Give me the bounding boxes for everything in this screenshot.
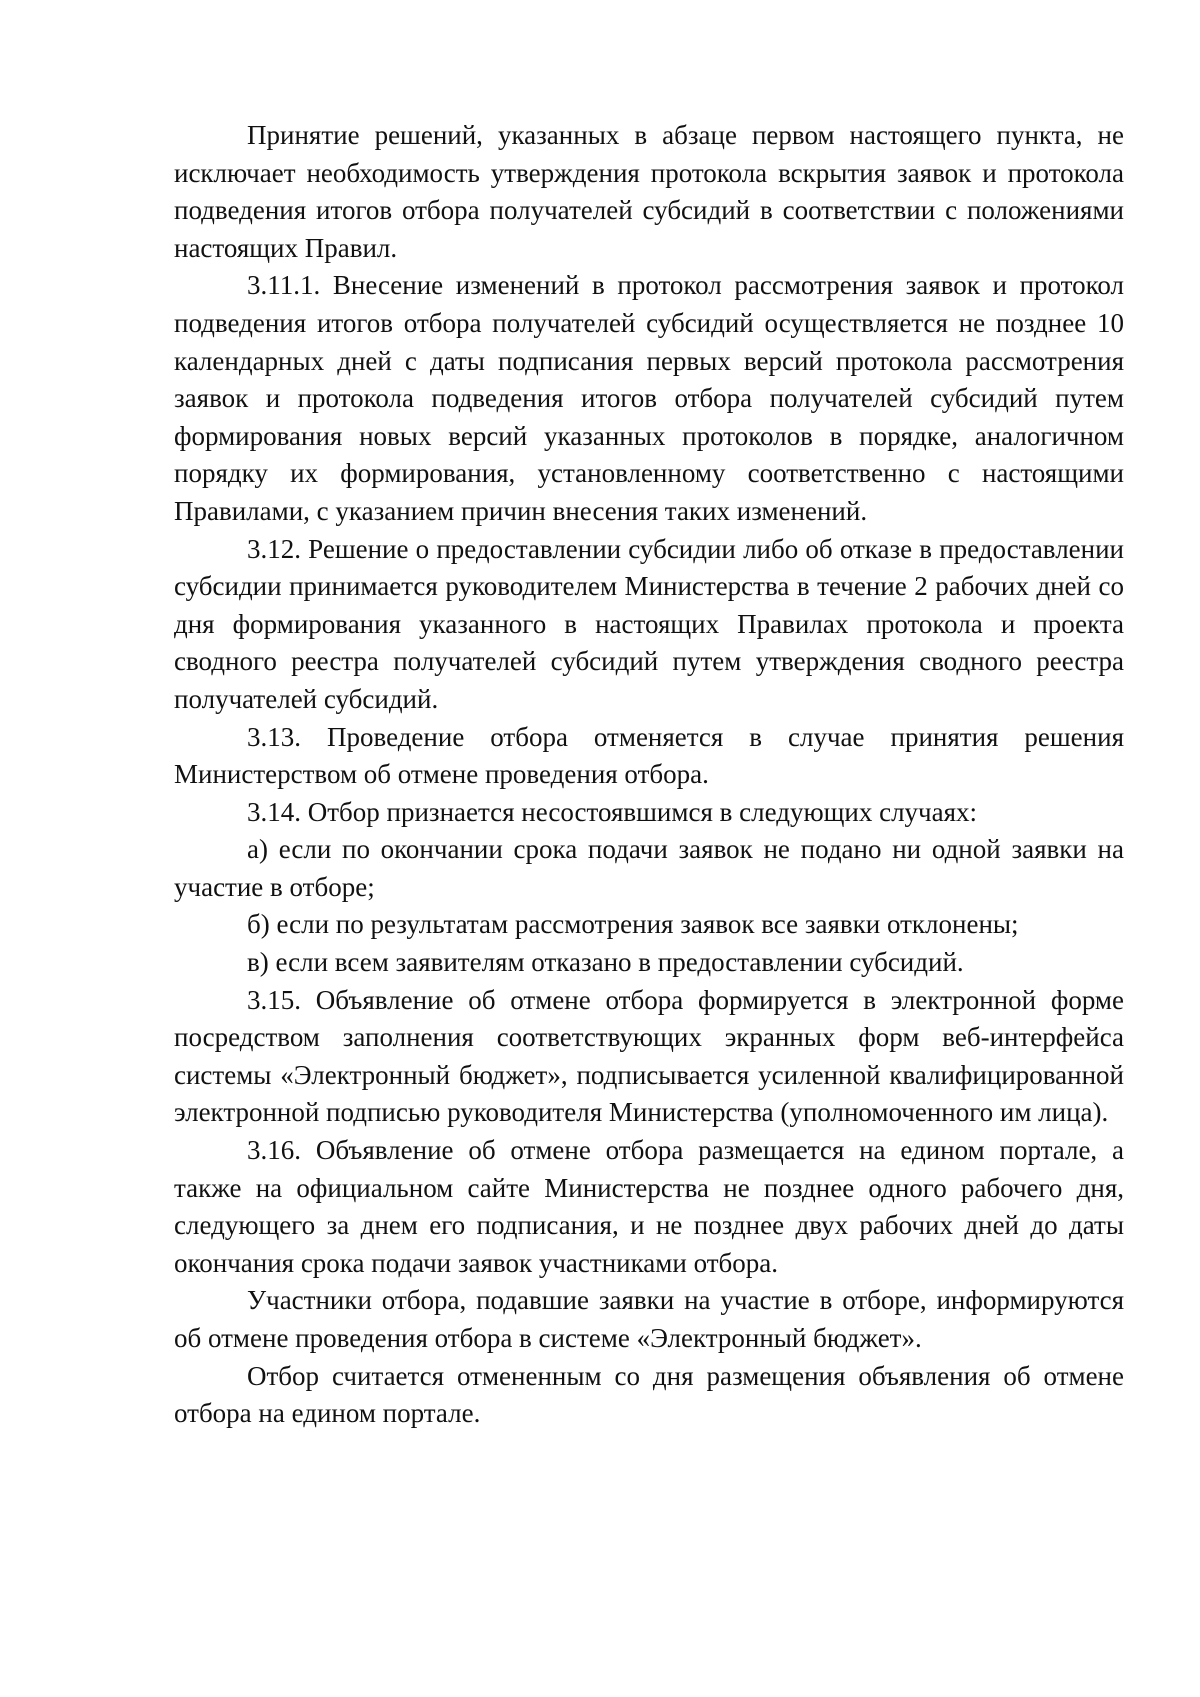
- paragraph-3-12: 3.12. Решение о предоставлении субсидии либо об отказе в предоставлении субсидии принимается руководителем Министерства в течение 2 рабочих дней со дня формирования указанного в настоящих Правилах протокола и проекта сводного реестра получателей субсидий путем утверждения сводного реестра получателей субсидий.: [174, 533, 1124, 714]
- paragraph-3-14-b: б) если по результатам рассмотрения заявок все заявки отклонены;: [247, 909, 1019, 940]
- paragraph-3-14: 3.14. Отбор признается несостоявшимся в следующих случаях:: [247, 796, 978, 827]
- paragraph-3-11-1: 3.11.1. Внесение изменений в протокол рассмотрения заявок и протокол подведения итогов отбора получателей субсидий осуществляется не позднее 10 календарных дней с даты подписания первых версий протокола рассмотрения заявок и протокола подведения итогов отбора получателей субсидий путем формирования новых версий указанных протоколов в порядке, аналогичном порядку их формирования, установленному соответственно с настоящими Правилами, с указанием причин внесения таких изменений.: [174, 270, 1124, 526]
- paragraph-cancellation-date: Отбор считается отмененным со дня размещения объявления об отмене отбора на едином портале.: [174, 1360, 1124, 1429]
- paragraph-3-15: 3.15. Объявление об отмене отбора формируется в электронной форме посредством заполнения соответствующих экранных форм веб-интерфейса системы «Электронный бюджет», подписывается усиленной квалифицированной электронной подписью руководителя Министерства (уполномоченного им лица).: [174, 984, 1124, 1128]
- document-body: [174, 117, 1124, 1433]
- paragraph-3-14-v: в) если всем заявителям отказано в предоставлении субсидий.: [247, 947, 964, 978]
- paragraph-3-13: 3.13. Проведение отбора отменяется в случае принятия решения Министерством об отмене проведения отбора.: [174, 721, 1124, 790]
- paragraph-3-14-a: а) если по окончании срока подачи заявок не подано ни одной заявки на участие в отборе;: [174, 834, 1124, 902]
- paragraph-decision-note: Принятие решений, указанных в абзаце первом настоящего пункта, не исключает необходимость утверждения протокола вскрытия заявок и протокола подведения итогов отбора получателей субсидий в соответствии с положениями настоящих Правил.: [174, 120, 1124, 263]
- paragraph-participants-notice: Участники отбора, подавшие заявки на участие в отборе, информируются об отмене проведения отбора в системе «Электронный бюджет».: [174, 1285, 1124, 1353]
- paragraph-3-16: 3.16. Объявление об отмене отбора размещается на едином портале, а также на официальном сайте Министерства не позднее одного рабочего дня, следующего за днем его подписания, и не позднее двух рабочих дней до даты окончания срока подачи заявок участниками отбора.: [174, 1135, 1124, 1278]
